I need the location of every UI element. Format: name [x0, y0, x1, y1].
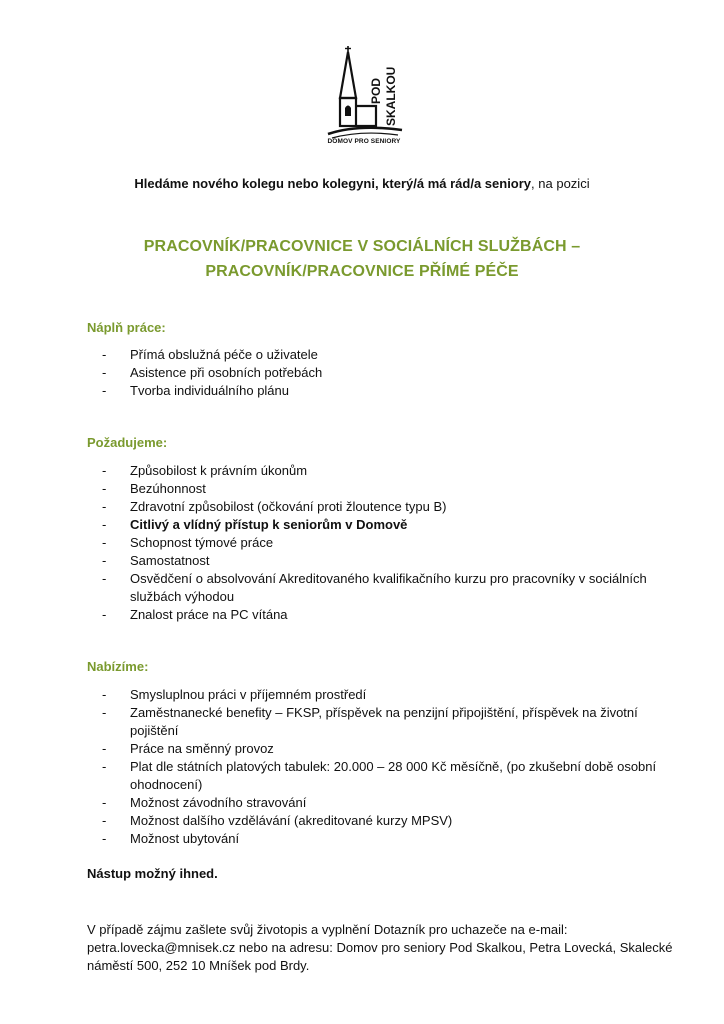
- list-item: - Citlivý a vlídný přístup k seniorům v Domově: [102, 517, 408, 532]
- intro-line: [0, 176, 724, 191]
- logo-name-line2: SKALKOU: [384, 66, 398, 126]
- list-item: - Schopnost týmové práce: [102, 535, 274, 550]
- contact-line1: V případě zájmu zašlete svůj životopis a vyplnění Dotazník pro uchazeče na e-mail:: [87, 922, 568, 937]
- offers-heading: Nabízíme:: [87, 659, 149, 674]
- logo-name-line1: POD: [369, 77, 383, 104]
- list-item: - Možnost dalšího vzdělávání (akreditované kurzy MPSV): [102, 813, 453, 828]
- job-title: [0, 234, 724, 284]
- list-item: - Smysluplnou práci v příjemném prostředí: [102, 687, 367, 702]
- list-item: - Zaměstnanecké benefity – FKSP, příspěvek na penzijní připojištění, příspěvek na životní pojištění: [102, 705, 638, 738]
- list-item: - Samostatnost: [102, 553, 210, 568]
- logo: [318, 46, 410, 150]
- list-item: - Osvědčení o absolvování Akreditovaného kvalifikačního kurzu pro pracovníky v sociálních službách výhodou: [102, 571, 647, 604]
- logo-caption: DOMOV PRO SENIORY: [327, 138, 401, 145]
- job-title-line1: PRACOVNÍK/PRACOVNICE V SOCIÁLNÍCH SLUŽBÁCH –: [143, 238, 581, 255]
- offers-list: [0, 686, 660, 848]
- list-item: - Přímá obslužná péče o uživatele: [102, 347, 318, 362]
- church-logo-icon: [318, 46, 410, 150]
- list-item: - Způsobilost k právním úkonům: [102, 463, 308, 478]
- contact-line3: náměstí 500, 252 10 Mníšek pod Brdy.: [87, 958, 310, 973]
- contact-paragraph: [87, 921, 673, 975]
- intro-rest: , na pozici: [531, 176, 590, 191]
- start-note: Nástup možný ihned.: [87, 866, 218, 881]
- duties-heading: Náplň práce:: [87, 320, 166, 335]
- list-item: - Zdravotní způsobilost (očkování proti žloutence typu B): [102, 499, 447, 514]
- intro-bold: Hledáme nového kolegu nebo kolegyni, který/á má rád/a seniory: [134, 176, 532, 191]
- list-item: - Tvorba individuálního plánu: [102, 383, 289, 398]
- contact-line2: petra.lovecka@mnisek.cz nebo na adresu: Domov pro seniory Pod Skalkou, Petra Lovecká, Skalecké: [87, 940, 673, 955]
- requirements-list: [0, 462, 660, 624]
- duties-list: [0, 346, 660, 400]
- list-item: - Asistence při osobních potřebách: [102, 365, 323, 380]
- job-title-line2: PRACOVNÍK/PRACOVNICE PŘÍMÉ PÉČE: [205, 263, 519, 280]
- list-item: - Možnost závodního stravování: [102, 795, 307, 810]
- list-item: - Plat dle státních platových tabulek: 20.000 – 28 000 Kč měsíčně, (po zkušební době osobní ohodnocení): [102, 759, 657, 792]
- list-item: - Možnost ubytování: [102, 831, 240, 846]
- list-item: - Bezúhonnost: [102, 481, 206, 496]
- list-item: - Znalost práce na PC vítána: [102, 607, 288, 622]
- requirements-heading: Požadujeme:: [87, 435, 168, 450]
- list-item: - Práce na směnný provoz: [102, 741, 274, 756]
